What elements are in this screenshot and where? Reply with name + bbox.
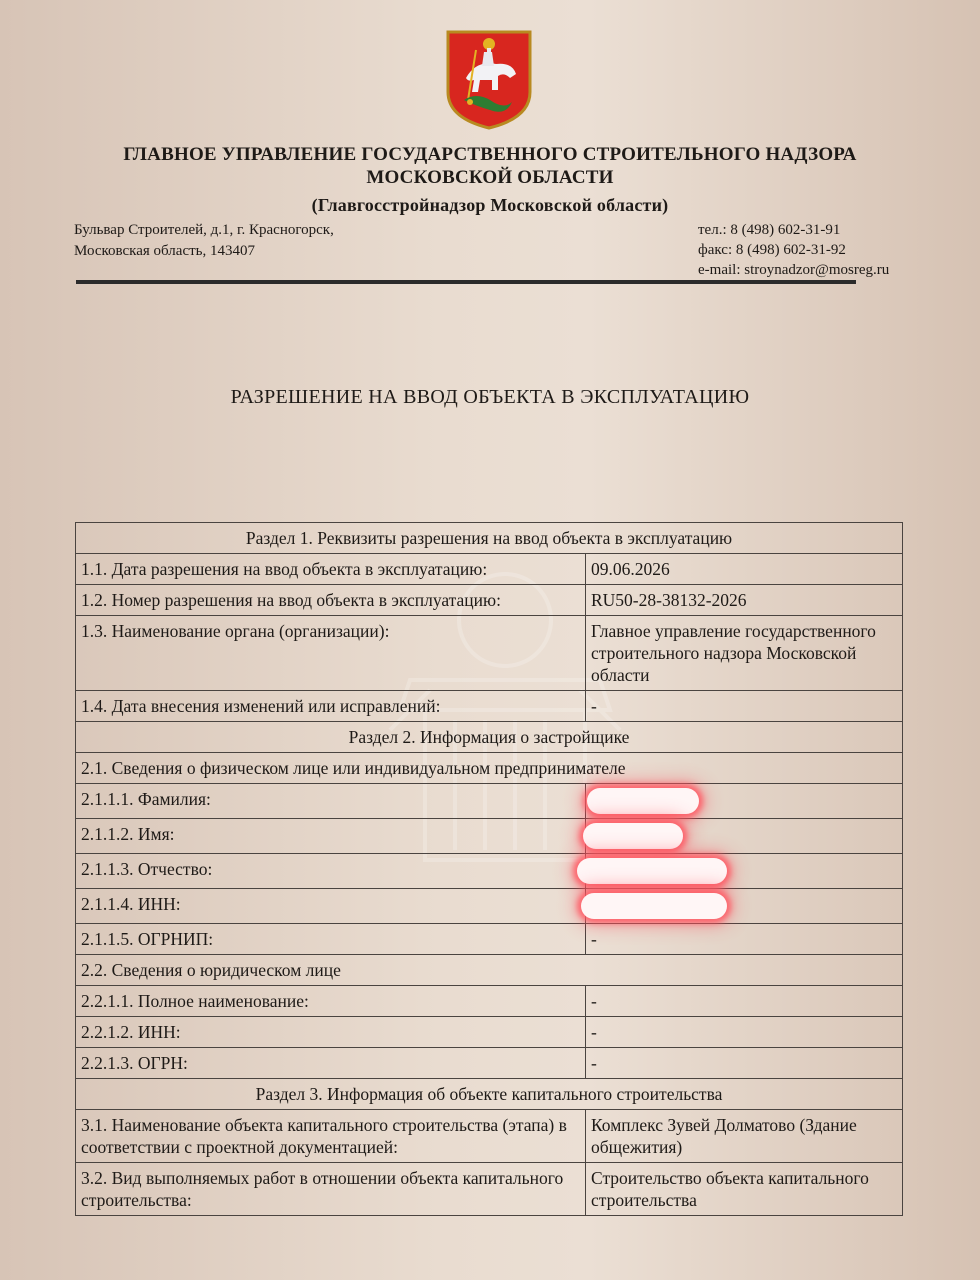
org-contacts: [698, 220, 889, 280]
row-label: 2.2.1.2. ИНН:: [76, 1017, 586, 1048]
table-row: [76, 1079, 903, 1110]
org-name-line1: ГЛАВНОЕ УПРАВЛЕНИЕ ГОСУДАРСТВЕННОГО СТРОИТЕЛЬНОГО НАДЗОРА: [123, 144, 857, 165]
table-row: [76, 854, 903, 889]
table-row: [76, 784, 903, 819]
table-row: [76, 1163, 903, 1216]
table-row: [76, 554, 903, 585]
row-label: 2.1.1.1. Фамилия:: [76, 784, 586, 819]
row-label: 1.2. Номер разрешения на ввод объекта в эксплуатацию:: [76, 585, 586, 616]
row-label: 3.2. Вид выполняемых работ в отношении объекта капитального строительства:: [76, 1163, 586, 1216]
table-row: [76, 691, 903, 722]
permit-number: RU50-28-38132-2026: [586, 585, 903, 616]
table-row: [76, 585, 903, 616]
section2-header: Раздел 2. Информация о застройщике: [76, 722, 903, 753]
inn-value: [586, 889, 903, 924]
table-row: [76, 753, 903, 784]
org-short-name: (Главгосстройнадзор Московской области): [311, 195, 669, 215]
object-name: Комплекс Зувей Долматово (Здание общежития): [586, 1110, 903, 1163]
permit-date: 09.06.2026: [586, 554, 903, 585]
document-title: РАЗРЕШЕНИЕ НА ВВОД ОБЪЕКТА В ЭКСПЛУАТАЦИЮ: [230, 386, 750, 408]
row-value: -: [586, 691, 903, 722]
row-value: -: [586, 1048, 903, 1079]
table-row: [76, 889, 903, 924]
permit-table: [75, 522, 903, 1216]
table-row: [76, 1048, 903, 1079]
row-label: 2.1.1.2. Имя:: [76, 819, 586, 854]
section3-header: Раздел 3. Информация об объекте капитального строительства: [76, 1079, 903, 1110]
row-label: 3.1. Наименование объекта капитального строительства (этапа) в соответствии с проектной документацией:: [76, 1110, 586, 1163]
row-label: 2.1.1.4. ИНН:: [76, 889, 586, 924]
header-divider: [76, 280, 856, 284]
row-label: 2.1.1.5. ОГРНИП:: [76, 924, 586, 955]
table-row: [76, 1110, 903, 1163]
address-line1: Бульвар Строителей, д.1, г. Красногорск,: [74, 222, 334, 238]
address-line2: Московская область, 143407: [74, 243, 255, 259]
table-row: [76, 986, 903, 1017]
table-row: [76, 1017, 903, 1048]
table-row: [76, 722, 903, 753]
coat-of-arms-icon: [446, 30, 532, 130]
table-row: [76, 955, 903, 986]
redaction-mark: [581, 893, 727, 919]
row-label: 1.1. Дата разрешения на ввод объекта в эксплуатацию:: [76, 554, 586, 585]
table-row: [76, 616, 903, 691]
org-name-line2: МОСКОВСКОЙ ОБЛАСТИ: [366, 167, 614, 188]
fax: факс: 8 (498) 602-31-92: [698, 242, 846, 258]
row-value: -: [586, 1017, 903, 1048]
redaction-mark: [587, 788, 699, 814]
row-value: -: [586, 986, 903, 1017]
patronymic-value: [586, 854, 903, 889]
row-label: 2.1. Сведения о физическом лице или индивидуальном предпринимателе: [76, 753, 903, 784]
surname-value: [586, 784, 903, 819]
section1-header: Раздел 1. Реквизиты разрешения на ввод объекта в эксплуатацию: [76, 523, 903, 554]
row-label: 1.4. Дата внесения изменений или исправлений:: [76, 691, 586, 722]
row-label: 2.2.1.1. Полное наименование:: [76, 986, 586, 1017]
row-label: 2.2.1.3. ОГРН:: [76, 1048, 586, 1079]
row-value: -: [586, 924, 903, 955]
row-label: 2.1.1.3. Отчество:: [76, 854, 586, 889]
table-row: [76, 523, 903, 554]
work-type: Строительство объекта капитального строительства: [586, 1163, 903, 1216]
email: e-mail: stroynadzor@mosreg.ru: [698, 262, 890, 278]
redaction-mark: [577, 858, 727, 884]
table-row: [76, 819, 903, 854]
table-row: [76, 924, 903, 955]
phone: тел.: 8 (498) 602-31-91: [698, 222, 841, 238]
first-name-value: [586, 819, 903, 854]
row-label: 1.3. Наименование органа (организации):: [76, 616, 586, 691]
redaction-mark: [583, 823, 683, 849]
org-address: [74, 220, 334, 262]
row-label: 2.2. Сведения о юридическом лице: [76, 955, 903, 986]
issuing-authority: Главное управление государственного строительного надзора Московской области: [586, 616, 903, 691]
